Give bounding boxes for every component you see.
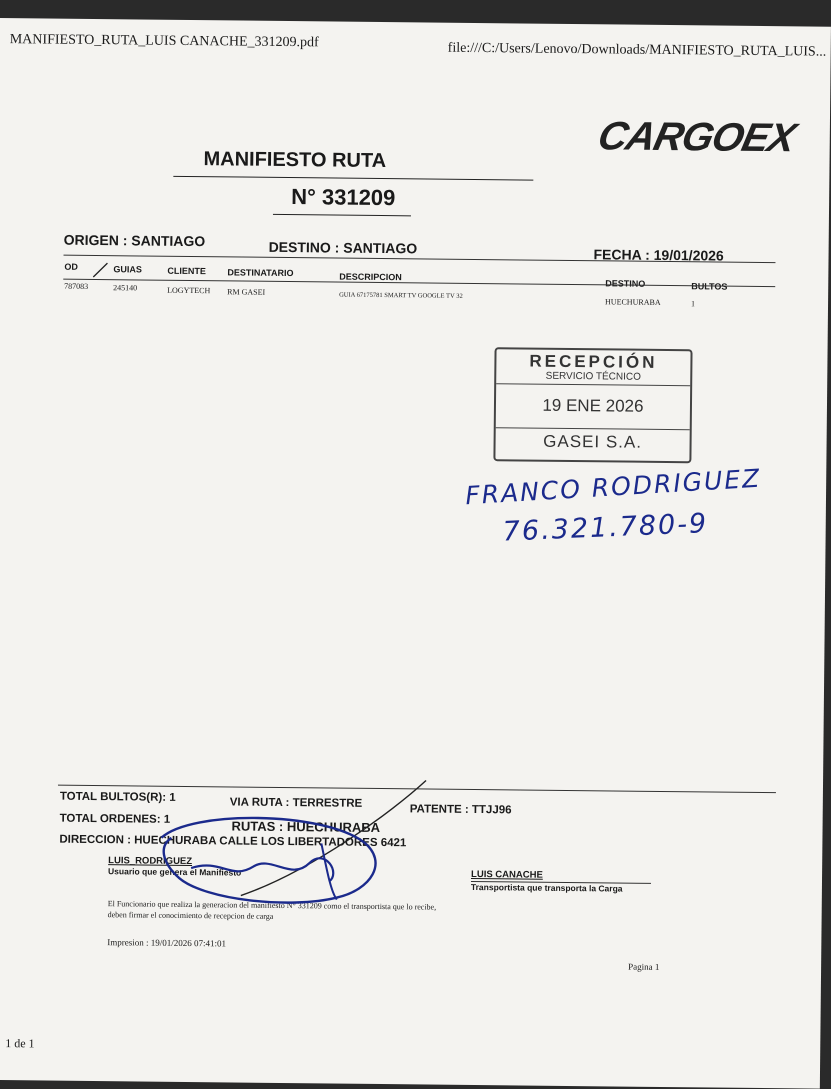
col-descripcion: DESCRIPCION — [339, 271, 402, 283]
stamp-title: RECEPCIÓN — [529, 351, 658, 372]
impresion: Impresion : 19/01/2026 07:41:01 — [107, 937, 227, 949]
cell-od: 787083 — [64, 281, 89, 291]
handwritten-name: FRANCO RODRIGUEZ — [464, 463, 763, 511]
cell-bultos: 1 — [690, 299, 696, 309]
file-url: file:///C:/Users/Lenovo/Downloads/MANIFIESTO_RUTA_LUIS... — [447, 40, 827, 60]
logo-text-main: CARGO — [593, 114, 748, 160]
cell-cliente: LOGYTECH — [167, 285, 211, 296]
col-destinatario: DESTINATARIO — [227, 267, 294, 279]
total-bultos: TOTAL BULTOS(R): 1 — [59, 790, 176, 804]
stamp-date: 19 ENE 2026 — [542, 395, 644, 416]
notice-line-1: El Funcionario que realiza la generacion del manifiesto N° 331209 como el transportista que lo recibe, — [107, 899, 437, 912]
pdf-filename: MANIFIESTO_RUTA_LUIS CANACHE_331209.pdf — [9, 32, 319, 51]
pagina: Pagina 1 — [628, 961, 660, 972]
stamp-subtitle: SERVICIO TÉCNICO — [545, 370, 641, 383]
signer2-name: LUIS CANACHE — [470, 868, 543, 881]
stamp-company: GASEI S.A. — [543, 431, 643, 452]
page-count: 1 de 1 — [5, 1036, 35, 1051]
fecha: FECHA : 19/01/2026 — [593, 246, 724, 264]
col-od: OD — [64, 261, 78, 272]
manifest-page — [0, 18, 831, 1089]
handwritten-rut: 76.321.780-9 — [502, 508, 709, 548]
notice-line-2: deben firmar el conocimiento de recepcion de carga — [107, 910, 274, 921]
col-destino: DESTINO — [605, 278, 646, 289]
col-cliente: CLIENTE — [167, 265, 206, 277]
destino: DESTINO : SANTIAGO — [268, 238, 418, 257]
total-ordenes: TOTAL ORDENES: 1 — [59, 812, 171, 826]
logo-text-ex: EX — [737, 115, 800, 161]
signer1-name: LUIS_RODRIGUEZ — [108, 855, 193, 868]
col-bultos: BULTOS — [691, 281, 728, 292]
cell-destinatario: RM GASEI — [227, 287, 266, 297]
via-ruta: VIA RUTA : TERRESTRE — [229, 796, 363, 810]
origen: ORIGEN : SANTIAGO — [63, 231, 206, 250]
rutas: RUTAS : HUECHURABA — [231, 818, 381, 836]
cell-guias: 245140 — [113, 283, 138, 293]
col-guias: GUIAS — [113, 264, 142, 275]
signature-scribble — [0, 18, 831, 1089]
signer2-role: Transportista que transporta la Carga — [470, 881, 623, 894]
document-title: MANIFIESTO RUTA — [203, 148, 387, 173]
patente: PATENTE : TTJJ96 — [409, 803, 512, 817]
signer1-role: Usuario que genera el Manifiesto — [108, 866, 242, 878]
manifest-number: N° 331209 — [291, 184, 396, 211]
cell-descripcion: GUIA 67175781 SMART TV GOOGLE TV 32 — [339, 291, 463, 300]
cell-destino: HUECHURABA — [605, 297, 661, 307]
direccion: DIRECCION : HUECHURABA CALLE LOS LIBERTADORES 6421 — [59, 833, 407, 850]
